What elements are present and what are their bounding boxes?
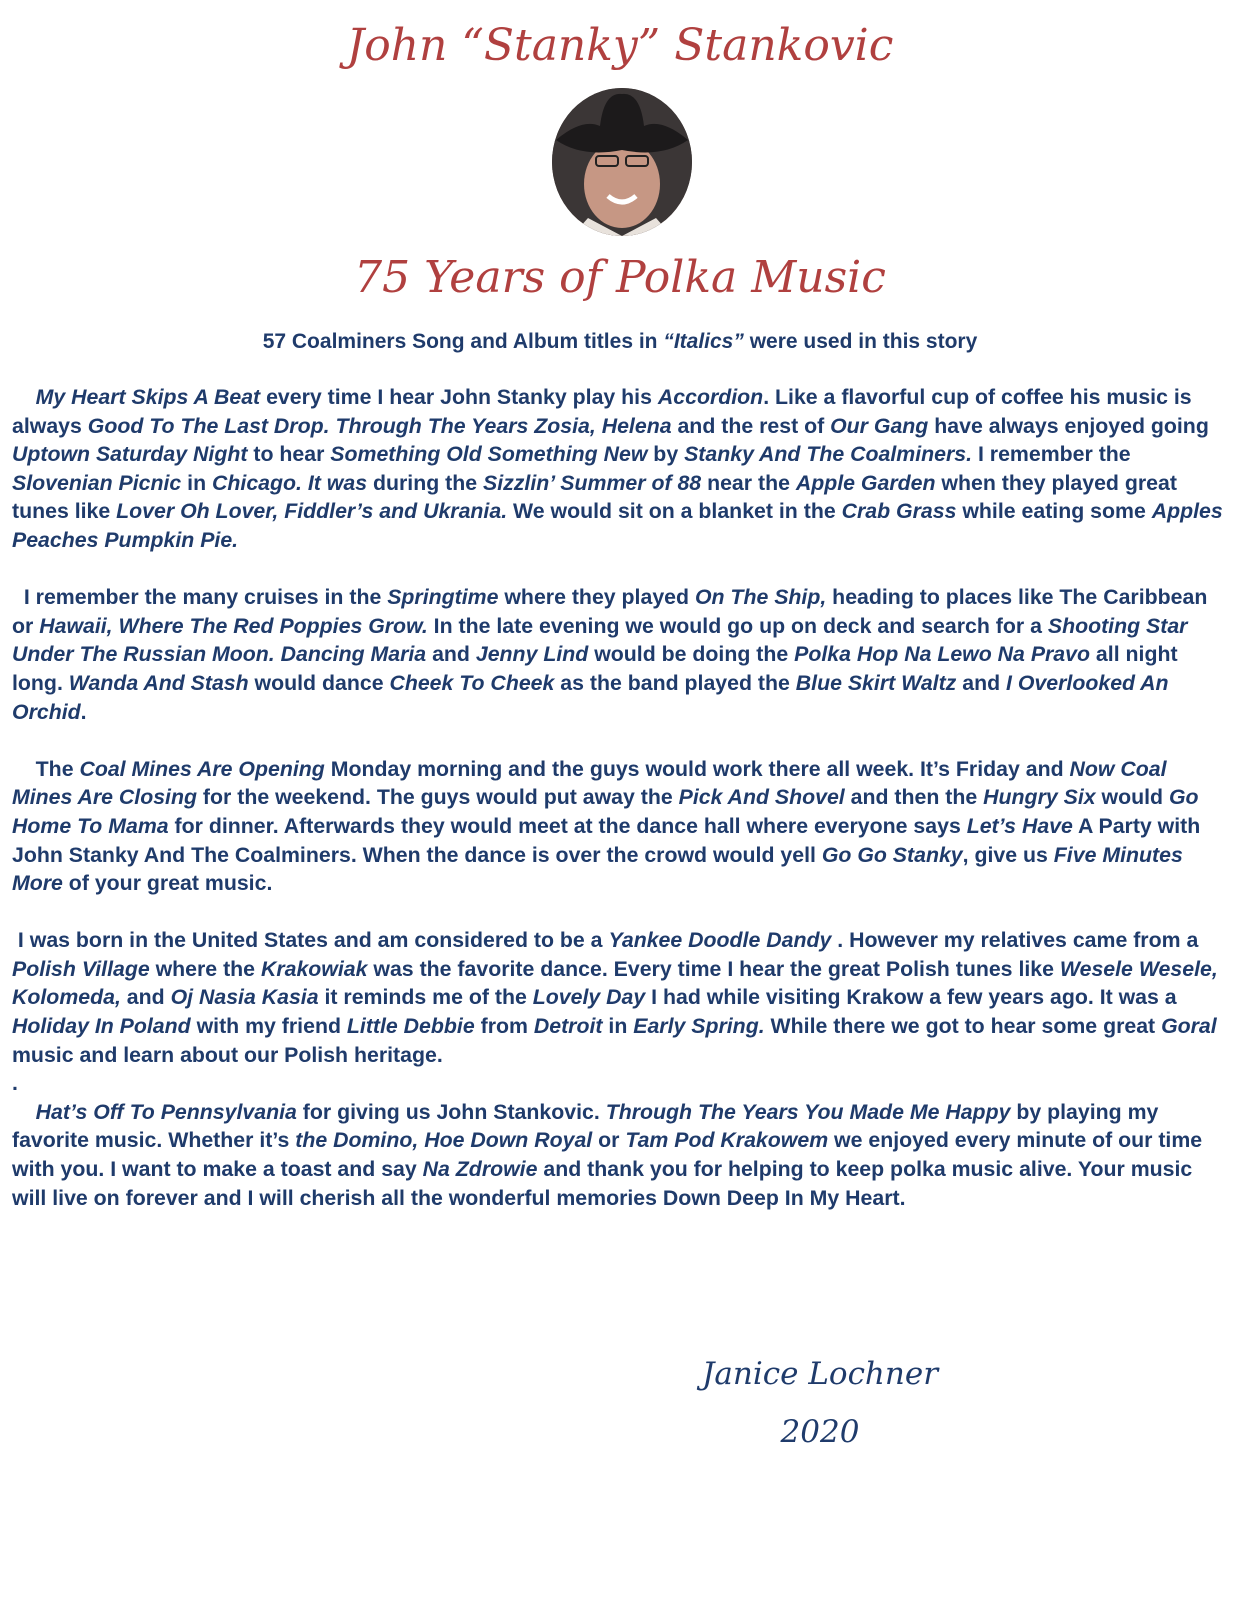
- story-text: it reminds me of the: [318, 985, 533, 1010]
- story-text: While there we got to hear some great: [764, 1014, 1162, 1039]
- story-text: I was born in the United States and am considered to be a: [17, 928, 609, 953]
- story-text: Monday morning and the guys would work there all week. It’s Friday and: [324, 756, 1070, 781]
- story-text: . However my relatives came from a: [831, 928, 1199, 953]
- story-text: and: [120, 985, 171, 1010]
- signature-name: Janice Lochner: [701, 1356, 939, 1392]
- song-title: Shooting Star Under The Russian Moon. Dancing Maria: [12, 613, 1188, 667]
- song-title: Hungry Six: [983, 785, 1096, 810]
- song-title: Wanda And Stash: [68, 670, 249, 695]
- story-text: all night long.: [12, 642, 1178, 695]
- song-title: Detroit: [533, 1014, 603, 1039]
- song-title: Holiday In Poland: [12, 1014, 191, 1039]
- story-text: In the late evening we would go up on deck and search for a: [427, 613, 1048, 638]
- story-text: I had while visiting Krakow a few years ago. It was a: [645, 985, 1177, 1010]
- song-title: Five Minutes More: [12, 842, 1183, 896]
- song-title: Apples Peaches Pumpkin Pie.: [12, 499, 1223, 552]
- story-text: and: [426, 642, 476, 667]
- song-title: Uptown Saturday Night: [12, 442, 248, 467]
- story-text: during the: [367, 470, 483, 495]
- story-text: where they played: [498, 585, 695, 610]
- story-text: for the weekend. The guys would put away the: [197, 785, 679, 810]
- song-title: Goral: [1161, 1014, 1217, 1039]
- song-title: Yankee Doodle Dandy: [608, 928, 832, 953]
- song-title: Coal Mines Are Opening: [79, 756, 325, 781]
- story-text: in: [602, 1014, 634, 1039]
- story-text: heading to places like The Caribbean or: [12, 585, 1208, 638]
- song-title: Springtime: [387, 585, 499, 610]
- story-text: for dinner. Afterwards they would meet at the dance hall where everyone says: [168, 813, 967, 838]
- story-text: with my friend: [190, 1014, 347, 1039]
- story-text: for giving us John Stankovic.: [296, 1099, 606, 1124]
- story-text: music and learn about our Polish heritage.: [12, 1042, 443, 1067]
- story-text: would: [1095, 785, 1169, 810]
- story-text: A Party with John Stanky And The Coalminers. When the dance is over the crowd would yell: [12, 813, 1201, 867]
- story-text: every time I hear John Stanky play his: [260, 385, 658, 409]
- song-title: Go Go Stanky: [821, 842, 963, 867]
- story-text: in: [181, 470, 213, 495]
- song-title: Blue Skirt Waltz: [795, 670, 957, 695]
- song-title: Tam Pod Krakowem: [625, 1128, 829, 1153]
- story-text: I remember the many cruises in the: [23, 585, 388, 610]
- song-title: Hat’s Off To Pennsylvania: [35, 1099, 297, 1124]
- song-title: Polka Hop Na Lewo Na Pravo: [794, 642, 1091, 667]
- story-text: where the: [149, 956, 261, 981]
- song-title: Go Home To Mama: [12, 785, 1199, 838]
- song-title: Na Zdrowie: [422, 1157, 538, 1182]
- page-title: John “Stanky” Stankovic: [346, 20, 894, 71]
- song-title: Through The Years You Made Me Happy: [605, 1099, 1011, 1124]
- story-text: of your great music.: [62, 871, 273, 896]
- portrait-photo: [552, 88, 692, 236]
- song-title: the Domino, Hoe Down Royal: [295, 1128, 593, 1153]
- song-title: Apple Garden: [795, 470, 936, 495]
- italics-note: 57 Coalminers Song and Album titles in “Italics” were used in this story: [262, 330, 978, 353]
- song-title: Crab Grass: [841, 499, 957, 524]
- song-title: Stanky And The Coalminers.: [684, 442, 973, 467]
- story-text: and then the: [844, 785, 984, 810]
- song-title: Lover Oh Lover, Fiddler’s and Ukrania.: [116, 499, 508, 524]
- story-text: from: [474, 1014, 534, 1039]
- song-title: Accordion: [657, 385, 764, 409]
- story-paragraph: [12, 755, 1232, 898]
- story-paragraph: [12, 926, 1232, 1069]
- story-text: by playing my favorite music. Whether it’s: [12, 1099, 1159, 1153]
- song-title: Jenny Lind: [475, 642, 589, 667]
- story-text: was the favorite dance. Every time I hear the great Polish tunes like: [367, 956, 1060, 981]
- story-text: would dance: [248, 670, 390, 695]
- song-title: Early Spring.: [633, 1014, 765, 1039]
- story-text: and thank you for helping to keep polka music alive. Your music will live on forever and I will cherish all the wonderful memories Down Deep In My Heart.: [12, 1157, 1193, 1210]
- song-title: Slovenian Picnic: [12, 470, 182, 495]
- story-text: or: [592, 1128, 626, 1153]
- story-text: . Like a flavorful cup of coffee his music is always: [12, 385, 1192, 438]
- story-text: by: [647, 442, 685, 467]
- song-title: Cheek To Cheek: [389, 670, 555, 695]
- story-text: The: [35, 756, 80, 781]
- story-text: we enjoyed every minute of our time with you. I want to make a toast and say: [12, 1128, 1203, 1182]
- song-title: On The Ship,: [694, 585, 827, 610]
- story-text: would be doing the: [588, 642, 795, 667]
- story-text: have always enjoyed going: [928, 413, 1209, 438]
- song-title: Lovely Day: [532, 985, 646, 1010]
- story-text: and: [956, 670, 1007, 695]
- song-title: Polish Village: [12, 956, 150, 981]
- story-text: to hear: [247, 442, 331, 467]
- song-title: My Heart Skips A Beat: [35, 385, 261, 409]
- song-title: Hawaii, Where The Red Poppies Grow.: [39, 613, 428, 638]
- signature-year: 2020: [780, 1414, 860, 1450]
- song-title: Our Gang: [830, 413, 929, 438]
- story-text: We would sit on a blanket in the: [507, 499, 842, 524]
- story-separator: .: [12, 1071, 18, 1096]
- page-subtitle: 75 Years of Polka Music: [354, 252, 886, 303]
- story-text: as the band played the: [554, 670, 796, 695]
- story-paragraph: [12, 383, 1232, 555]
- song-title: Oj Nasia Kasia: [170, 985, 319, 1010]
- story-paragraph: [12, 583, 1232, 726]
- story-text: while eating some: [956, 499, 1152, 524]
- story-text: I remember the: [972, 442, 1131, 467]
- song-title: Good To The Last Drop. Through The Years Zosia, Helena: [87, 413, 672, 438]
- song-title: Something Old Something New: [330, 442, 648, 467]
- song-title: Krakowiak: [260, 956, 368, 981]
- song-title: Wesele Wesele, Kolomeda,: [12, 956, 1218, 1010]
- story-text: .: [80, 699, 87, 724]
- story-text: and the rest of: [671, 413, 831, 438]
- signature-block: [660, 1345, 980, 1461]
- song-title: Now Coal Mines Are Closing: [12, 756, 1167, 810]
- story-body: [12, 383, 1232, 1241]
- story-text: when they played great tunes like: [12, 470, 1177, 524]
- cowboy-portrait-icon: [552, 88, 692, 236]
- song-title: Pick And Shovel: [678, 785, 845, 810]
- song-title: Chicago. It was: [212, 470, 368, 495]
- story-text: near the: [701, 470, 796, 495]
- song-title: Little Debbie: [346, 1014, 475, 1039]
- song-title: I Overlooked An Orchid: [12, 670, 1169, 724]
- song-title: Sizzlin’ Summer of 88: [483, 470, 702, 495]
- song-title: Let’s Have: [966, 813, 1073, 838]
- story-text: , give us: [962, 842, 1054, 867]
- story-paragraph: [12, 1098, 1232, 1212]
